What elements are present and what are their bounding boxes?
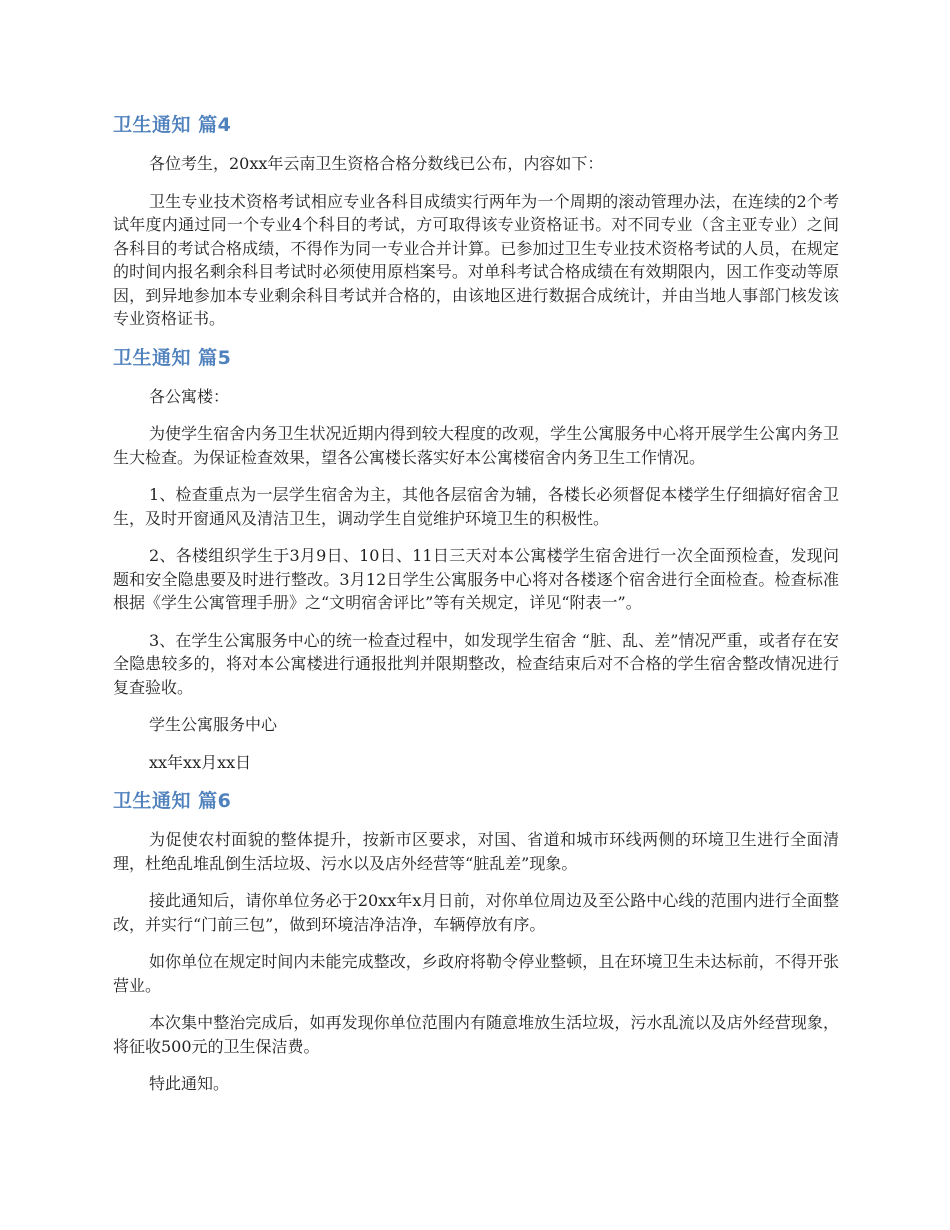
paragraph: 接此通知后，请你单位务必于20xx年x月日前，对你单位周边及至公路中心线的范围内进行全面整改，并实行“门前三包”，做到环境洁净洁净，车辆停放有序。 — [113, 891, 839, 934]
paragraph: 3、在学生公寓服务中心的统一检查过程中，如发现学生宿舍 “脏、乱、差”情况严重，或者存在安全隐患较多的，将对本公寓楼进行通报批判并限期整改，检查结束后对不合格的学生宿舍整改情况进行复查验收。 — [113, 630, 839, 697]
paragraph: 为使学生宿舍内务卫生状况近期内得到较大程度的改观，学生公寓服务中心将开展学生公寓内务卫生大检查。为保证检查效果，望各公寓楼长落实好本公寓楼宿舍内务卫生工作情况。 — [113, 424, 839, 467]
paragraph: 各公寓楼： — [149, 386, 230, 406]
section-title: 卫生通知 篇5 — [113, 346, 232, 369]
paragraph: 1、检查重点为一层学生宿舍为主，其他各层宿舍为辅，各楼长必须督促本楼学生仔细搞好宿舍卫生，及时开窗通风及清洁卫生，调动学生自觉维护环境卫生的积极性。 — [113, 485, 839, 528]
paragraph: 本次集中整治完成后，如再发现你单位范围内有随意堆放生活垃圾，污水乱流以及店外经营现象，将征收500元的卫生保洁费。 — [113, 1013, 839, 1056]
section-title: 卫生通知 篇4 — [113, 114, 232, 136]
section-title: 卫生通知 篇6 — [113, 790, 232, 812]
paragraph: 卫生专业技术资格考试相应专业各科目成绩实行两年为一个周期的滚动管理办法，在连续的2个考试年度内通过同一个专业4个科目的考试，方可取得该专业资格证书。对不同专业（含主亚专业）之间各科目的考试合格成绩，不得作为同一专业合并计算。已参加过卫生专业技术资格考试的人员，在规定的时间内报名剩余科目考试时必须使用原档案号。对单科考试合格成绩在有效期限内，因工作变动等原因，到异地参加本专业剩余科目考试并合格的，由该地区进行数据合成统计，并由当地人事部门核发该专业资格证书。 — [113, 191, 839, 328]
date-line: xx年xx月xx日 — [149, 752, 252, 772]
paragraph: 为促使农村面貌的整体提升，按新市区要求，对国、省道和城市环线两侧的环境卫生进行全面清理，杜绝乱堆乱倒生活垃圾、污水以及店外经营等“脏乱差”现象。 — [113, 830, 839, 873]
closing-line: 特此通知。 — [149, 1074, 230, 1093]
signature-line: 学生公寓服务中心 — [149, 715, 278, 734]
section-5 — [113, 345, 839, 775]
paragraph: 各位考生，20xx年云南卫生资格合格分数线已公布，内容如下： — [149, 154, 604, 173]
section-6 — [113, 788, 839, 1096]
document-body — [113, 112, 839, 1110]
paragraph: 2、各楼组织学生于3月9日、10日、11日三天对本公寓楼学生宿舍进行一次全面预检查，发现问题和安全隐患要及时进行整改。3月12日学生公寓服务中心将对各楼逐个宿舍进行全面检查。检查标准根据《学生公寓管理手册》之“文明宿舍评比”等有关规定，详见“附表一”。 — [113, 546, 839, 612]
section-4 — [113, 112, 839, 331]
paragraph: 如你单位在规定时间内未能完成整改，乡政府将勒令停业整顿，且在环境卫生未达标前，不得开张营业。 — [113, 952, 839, 995]
